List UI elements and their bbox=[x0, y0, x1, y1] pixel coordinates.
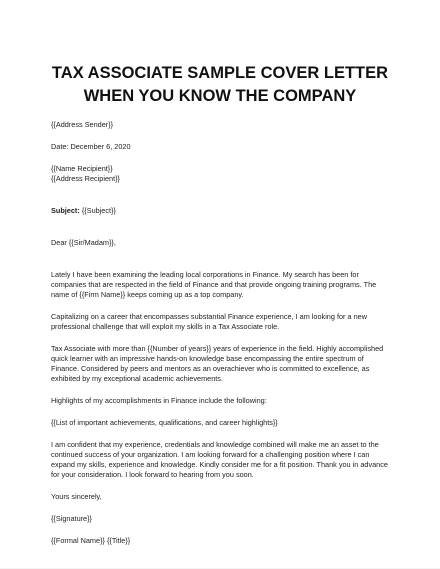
paragraph-closing: I am confident that my experience, credentials and knowledge combined will make me an asset to the continued success of your organization. I am looking forward for a challenging position where I can expand my skills, experience and knowledge. Kindly consider me for a fit position. Thank you in advance for your consideration. I look forward to hearing from you soon. bbox=[51, 440, 388, 479]
paragraph-highlights-intro: Highlights of my accomplishments in Finance include the following: bbox=[51, 396, 267, 405]
letter-body bbox=[51, 120, 391, 546]
title-line-2: WHEN YOU KNOW THE COMPANY bbox=[83, 87, 357, 105]
subject-label: Subject: bbox=[51, 206, 80, 215]
paragraph-experience: Tax Associate with more than {{Number of years}} years of experience in the field. Highly accomplished quick learner with an impressive hands-on knowledge base encompassing the entire spectrum of Finance. Considered by peers and mentors as an overachiever who is committed to excellence, as exhibited by my exceptional academic achievements. bbox=[51, 344, 384, 383]
formal-name-title: {{Formal Name}} {{Title}} bbox=[51, 536, 131, 545]
title-line-1: TAX ASSOCIATE SAMPLE COVER LETTER bbox=[51, 64, 389, 82]
paragraph-intro: Lately I have been examining the leading local corporations in Finance. My search has been for companies that are respected in the field of Finance and that provide ongoing training programs. The name of {{Firm Name}} keeps coming up as a top company. bbox=[51, 270, 377, 299]
subject-line bbox=[51, 206, 391, 216]
complimentary-close: Yours sincerely, bbox=[51, 492, 102, 501]
salutation: Dear {{Sir/Madam}}, bbox=[51, 238, 116, 247]
signature: {{Signature}} bbox=[51, 514, 92, 523]
paragraph-career: Capitalizing on a career that encompasses substantial Finance experience, I am looking for a new professional challenge that will exploit my skills in a Tax Associate role. bbox=[51, 312, 367, 331]
document-title bbox=[30, 62, 410, 108]
letter-date: Date: December 6, 2020 bbox=[51, 142, 131, 151]
recipient-name: {{Name Recipient}} bbox=[51, 164, 113, 173]
subject-value: {{Subject}} bbox=[79, 206, 116, 215]
paragraph-highlights-list: {{List of important achievements, qualifications, and career highlights}} bbox=[51, 418, 278, 427]
recipient-address: {{Address Recipient}} bbox=[51, 174, 120, 183]
sender-address: {{Address Sender}} bbox=[51, 120, 114, 129]
